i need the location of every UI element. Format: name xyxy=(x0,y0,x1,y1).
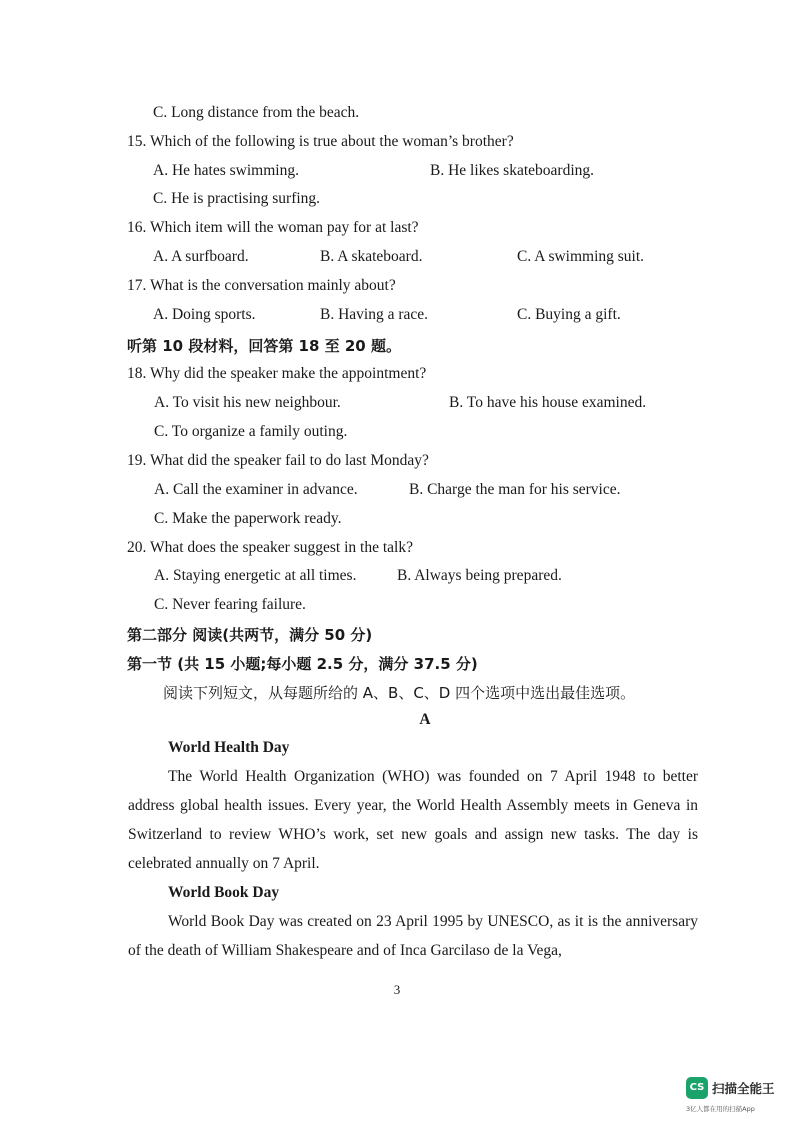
q15-option-a: A. He hates swimming. xyxy=(153,162,299,179)
passage-label-a: A xyxy=(419,711,431,728)
scanner-watermark xyxy=(686,1077,786,1117)
q20-option-b: B. Always being prepared. xyxy=(397,567,562,584)
q15-option-c: C. He is practising surfing. xyxy=(153,190,321,207)
part-two-heading: 第二部分 阅读(共两节，满分 50 分) xyxy=(127,626,373,644)
q15-question: 15. Which of the following is true about the woman’s brother? xyxy=(127,133,514,150)
paragraph-world-book-day-text: World Book Day was created on 23 April 1995 by UNESCO, as it is the anniversary of the death of William Shakespeare and of Inca Garcilaso de la Vega, xyxy=(128,913,698,959)
paragraph-world-health-day xyxy=(128,762,698,878)
q20-question: 20. What does the speaker suggest in the talk? xyxy=(127,539,413,556)
q16-question: 16. Which item will the woman pay for at last? xyxy=(127,219,419,236)
q17-option-b: B. Having a race. xyxy=(320,306,429,323)
q18-option-a: A. To visit his new neighbour. xyxy=(154,394,341,411)
watermark-tagline: 3亿人都在用的扫描App xyxy=(686,1105,755,1113)
q18-option-c: C. To organize a family outing. xyxy=(154,423,348,440)
q18-option-b: B. To have his house examined. xyxy=(449,394,647,411)
q16-option-b: B. A skateboard. xyxy=(320,248,423,265)
heading-world-health-day: World Health Day xyxy=(168,739,290,756)
q15-option-b: B. He likes skateboarding. xyxy=(430,162,595,179)
q18-question: 18. Why did the speaker make the appointment? xyxy=(127,365,427,382)
q19-option-a: A. Call the examiner in advance. xyxy=(154,481,358,498)
q16-option-a: A. A surfboard. xyxy=(153,248,249,265)
watermark-app-name: 扫描全能王 xyxy=(712,1081,775,1096)
q14-option-c: C. Long distance from the beach. xyxy=(153,104,360,121)
q20-option-a: A. Staying energetic at all times. xyxy=(154,567,357,584)
section-instruction-10: 听第 10 段材料，回答第 18 至 20 题。 xyxy=(127,337,401,355)
paragraph-world-health-day-text: The World Health Organization (WHO) was founded on 7 April 1948 to better address global health issues. Every year, the World Health Assembly meets in Geneva in Switzerland to review WHO’s work, set new goals and assign new tasks. The day is celebrated annually on 7 April. xyxy=(128,768,698,872)
camscanner-logo-icon: CS xyxy=(686,1077,708,1099)
section-one-heading: 第一节 (共 15 小题;每小题 2.5 分，满分 37.5 分) xyxy=(127,655,478,673)
q19-question: 19. What did the speaker fail to do last Monday? xyxy=(127,452,429,469)
q19-option-b: B. Charge the man for his service. xyxy=(409,481,621,498)
q17-option-c: C. Buying a gift. xyxy=(517,306,621,323)
reading-instruction: 阅读下列短文，从每题所给的 A、B、C、D 四个选项中选出最佳选项。 xyxy=(163,684,636,702)
paragraph-world-book-day xyxy=(128,907,698,965)
q19-option-c: C. Make the paperwork ready. xyxy=(154,510,342,527)
page-number: 3 xyxy=(393,982,401,997)
q17-question: 17. What is the conversation mainly about? xyxy=(127,277,396,294)
q17-option-a: A. Doing sports. xyxy=(153,306,256,323)
heading-world-book-day: World Book Day xyxy=(168,884,280,901)
q16-option-c: C. A swimming suit. xyxy=(517,248,645,265)
q20-option-c: C. Never fearing failure. xyxy=(154,596,306,613)
